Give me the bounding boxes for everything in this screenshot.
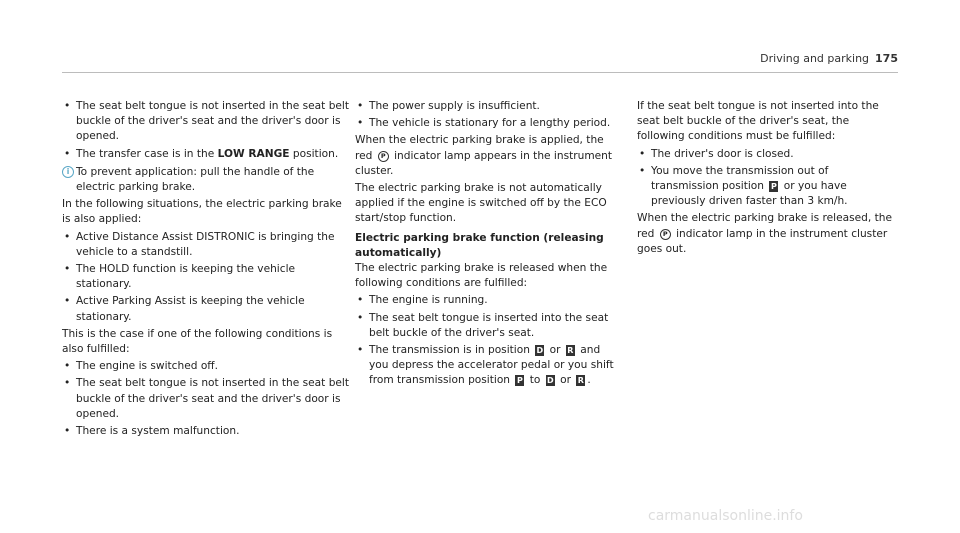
low-range-label: LOW RANGE bbox=[217, 147, 290, 160]
gear-p-icon: P bbox=[516, 376, 523, 386]
list-item: • The seat belt tongue is not inserted in the seat belt buckle of the driver's seat and the driver's door is opened. bbox=[64, 377, 350, 420]
paragraph: If the seat belt tongue is not inserted into the seat belt buckle of the driver's seat, the following conditions must be fulfilled: bbox=[637, 100, 879, 143]
column-2 bbox=[355, 99, 620, 391]
bullet-icon: • bbox=[357, 344, 364, 357]
header-text bbox=[760, 52, 898, 65]
gear-p-icon: P bbox=[770, 182, 777, 192]
list-item: • The driver's door is closed. bbox=[637, 147, 895, 162]
list-item: • The power supply is insufficient. bbox=[355, 99, 620, 114]
section-title: Driving and parking bbox=[760, 52, 870, 65]
bullet-icon: • bbox=[639, 164, 646, 177]
note: i To prevent application: pull the handle of the electric parking brake. bbox=[62, 165, 352, 195]
bullet-icon: • bbox=[357, 117, 364, 130]
gear-d-icon: D bbox=[546, 376, 554, 386]
bullet-icon: • bbox=[64, 360, 71, 373]
parking-brake-icon: P bbox=[378, 151, 389, 162]
list-item: • You move the transmission out of transmission position P or you have previously driven faster than 3 km/h. bbox=[639, 164, 848, 208]
bullet-icon: • bbox=[357, 311, 364, 324]
list-item: • The vehicle is stationary for a lengthy period. bbox=[355, 116, 620, 131]
list-item: • The engine is switched off. bbox=[62, 359, 352, 374]
paragraph: When the electric parking brake is released, the red P indicator lamp in the instrument cluster goes out. bbox=[637, 212, 892, 255]
bullet-icon: • bbox=[64, 377, 71, 390]
gear-r-icon: R bbox=[577, 376, 584, 386]
list-item: • The HOLD function is keeping the vehicle stationary. bbox=[64, 263, 296, 291]
bullet-icon: • bbox=[64, 295, 71, 308]
list-item: • The seat belt tongue is not inserted in the seat belt buckle of the driver's seat and the driver's door is opened. bbox=[64, 100, 350, 143]
bullet-icon: • bbox=[64, 100, 71, 112]
paragraph: This is the case if one of the following conditions is also fulfilled: bbox=[62, 327, 333, 356]
bullet-icon: • bbox=[64, 230, 71, 243]
footer-watermark: carmanualsonline.info bbox=[648, 508, 803, 524]
list-item: • Active Distance Assist DISTRONIC is bringing the vehicle to a standstill. bbox=[64, 230, 335, 258]
bullet-icon: • bbox=[64, 263, 71, 276]
info-icon: i bbox=[62, 166, 74, 178]
paragraph: The electric parking brake is released when the following conditions are fulfilled: bbox=[355, 262, 608, 290]
list-item: • The engine is running. bbox=[355, 293, 620, 308]
bullet-icon: • bbox=[64, 425, 71, 438]
section-heading: Electric parking brake function (releasing automatically) bbox=[355, 231, 604, 259]
list-item: • Active Parking Assist is keeping the vehicle stationary. bbox=[64, 295, 305, 323]
bullet-icon: • bbox=[357, 294, 364, 307]
list-item: • The seat belt tongue is inserted into the seat belt buckle of the driver's seat. bbox=[357, 311, 609, 339]
list-item: • There is a system malfunction. bbox=[62, 424, 352, 439]
paragraph: When the electric parking brake is applied, the red P indicator lamp appears in the instrument cluster. bbox=[355, 134, 613, 177]
gear-r-icon: R bbox=[567, 346, 574, 356]
bullet-icon: • bbox=[357, 100, 364, 112]
bullet-icon: • bbox=[639, 147, 646, 160]
paragraph: The electric parking brake is not automatically applied if the engine is switched off by the ECO start/stop function. bbox=[355, 182, 607, 225]
bullet-icon: • bbox=[64, 147, 71, 160]
page-number: 175 bbox=[875, 52, 898, 65]
paragraph: In the following situations, the electric parking brake is also applied: bbox=[62, 198, 342, 226]
page-header bbox=[62, 50, 898, 73]
list-item: • The transfer case is in the LOW RANGE position. bbox=[62, 147, 352, 162]
list-item: • The transmission is in position D or R and you depress the accelerator pedal or you shift from transmission position P to D or R . bbox=[357, 344, 614, 387]
column-3 bbox=[637, 99, 895, 259]
parking-brake-icon: P bbox=[660, 229, 671, 240]
column-1 bbox=[62, 99, 352, 441]
gear-d-icon: D bbox=[536, 346, 544, 356]
